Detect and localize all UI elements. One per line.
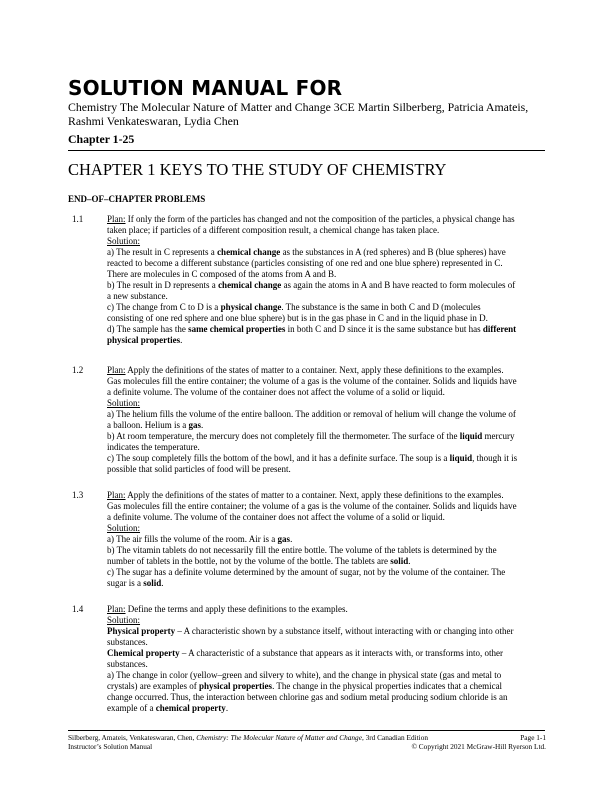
problem-line	[107, 335, 567, 346]
text-run: Define the terms and apply these definitions to the examples.	[125, 604, 348, 614]
text-run: mercury	[482, 431, 515, 441]
problem-line	[107, 604, 567, 615]
text-run: – A characteristic shown by a substance itself, without interacting with or changing into other	[175, 626, 514, 636]
problem-line	[107, 681, 567, 692]
problem-number: 1.4	[72, 604, 84, 614]
text-run: c) The soup completely fills the bottom of the bowl, and it has a definite surface. The soup is a	[107, 453, 450, 463]
problem-line	[107, 637, 567, 648]
footer-citation-edition: , 3rd Canadian Edition	[361, 733, 429, 742]
text-run: .	[408, 556, 411, 566]
footer-manual-line	[68, 742, 546, 751]
bold-term: solid	[143, 578, 162, 588]
problem-line	[107, 703, 567, 714]
problem-number: 1.1	[72, 214, 84, 224]
text-run: b) The vitamin tablets do not necessarily fill the entire bottle. The volume of the tablets is determined by the	[107, 545, 497, 555]
text-run: Gas molecules fill the entire container; the volume of a gas is the volume of the container. Solids and liquids have	[107, 501, 517, 511]
problem-line	[107, 258, 567, 269]
text-run: taken place; if particles of a different composition result, a chemical change has taken place.	[107, 225, 440, 235]
text-run: .	[290, 534, 293, 544]
problem-body	[107, 604, 567, 714]
problem-number: 1.3	[72, 490, 84, 500]
text-run: sugar is a	[107, 578, 144, 588]
text-run: possible that solid particles of food will be present.	[107, 464, 291, 474]
underlined-label: Solution:	[107, 398, 141, 408]
bold-term: chemical change	[217, 247, 281, 257]
bold-term: physical properties	[107, 335, 181, 345]
text-run: c) The sugar has a definite volume determined by the amount of sugar, not by the volume of the container. The	[107, 567, 506, 577]
bold-term: Chemical property	[107, 648, 180, 658]
text-run: crystals) are examples of	[107, 681, 199, 691]
text-run: substances.	[107, 637, 148, 647]
underlined-label: Solution:	[107, 523, 141, 533]
problem-line	[107, 453, 567, 464]
bold-term: gas	[277, 534, 291, 544]
text-run: .	[201, 420, 204, 430]
bold-term: liquid	[459, 431, 483, 441]
problem-number: 1.2	[72, 365, 84, 375]
problem-line	[107, 236, 567, 247]
bold-term: solid	[390, 556, 409, 566]
text-run: as the substances in A (red spheres) and B (blue spheres) have	[280, 247, 506, 257]
underlined-label: Plan:	[107, 604, 126, 614]
bold-term: liquid	[449, 453, 473, 463]
section-heading: END–OF–CHAPTER PROBLEMS	[68, 194, 206, 204]
text-run: There are molecules in C composed of the atoms from A and B.	[107, 269, 337, 279]
text-run: c) The change from C to D is a	[107, 302, 221, 312]
text-run: – A characteristic of a substance that appears as it interacts with, or transforms into, other	[179, 648, 503, 658]
text-run: a new substance.	[107, 291, 168, 301]
text-run: a definite volume. The volume of the container does not affect the volume of a solid or liquid.	[107, 387, 445, 397]
text-run: b) At room temperature, the mercury does not completely fill the thermometer. The surface of the	[107, 431, 460, 441]
text-run: .	[225, 703, 229, 713]
bold-term: different	[482, 324, 517, 334]
bold-term: same chemical properties	[188, 324, 286, 334]
text-run: Apply the definitions of the states of matter to a container. Next, apply these definitions to the examples.	[125, 365, 504, 375]
text-run: consisting of one red sphere and one blue sphere) but is in the gas phase in C and in the liquid phase in D.	[107, 313, 488, 323]
problem-line	[107, 302, 567, 313]
problem-line	[107, 291, 567, 302]
problem-line	[107, 398, 567, 409]
bold-term: Physical property	[107, 626, 176, 636]
text-run: a) The helium fills the volume of the entire balloon. The addition or removal of helium will change the volume of	[107, 409, 516, 419]
book-title-line-2: Rashmi Venkateswaran, Lydia Chen	[68, 114, 239, 128]
book-title-line-1: Chemistry The Molecular Nature of Matter and Change 3CE Martin Silberberg, Patricia Amateis,	[68, 100, 529, 114]
text-run: number of tablets in the bottle, not by the volume of the bottle. The tablets are	[107, 556, 391, 566]
text-run: substances.	[107, 659, 148, 669]
problem-line	[107, 626, 567, 637]
text-run: , though it is	[472, 453, 518, 463]
text-run: a) The change in color (yellow–green and silvery to white), and the change in physical state (gas and metal to	[107, 670, 502, 680]
bold-term: chemical property	[155, 703, 226, 713]
problem-line	[107, 225, 567, 236]
problem-line	[107, 534, 567, 545]
footer-citation-title: Chemistry: The Molecular Nature of Matter and Change	[196, 733, 362, 742]
problem-line	[107, 365, 567, 376]
problem-line	[107, 501, 567, 512]
text-run: d) The sample has the	[107, 324, 189, 334]
problem-line	[107, 324, 567, 335]
footer-copyright: © Copyright 2021 McGraw-Hill Ryerson Ltd.	[411, 742, 546, 751]
problem-line	[107, 247, 567, 258]
manual-title: SOLUTION MANUAL FOR	[68, 76, 343, 100]
problem-line	[107, 659, 567, 670]
problem-line	[107, 692, 567, 703]
underlined-label: Plan:	[107, 490, 126, 500]
text-run: b) The result in D represents a	[107, 280, 219, 290]
underlined-label: Solution:	[107, 615, 141, 625]
problem-line	[107, 313, 567, 324]
underlined-label: Plan:	[107, 214, 126, 224]
text-run: .	[161, 578, 164, 588]
problem-line	[107, 280, 567, 291]
problem-line	[107, 464, 567, 475]
text-run: in both C and D since it is the same substance but has	[285, 324, 483, 334]
problem-line	[107, 387, 567, 398]
header-divider	[68, 150, 545, 151]
problem-line	[107, 409, 567, 420]
problem-line	[107, 269, 567, 280]
text-run: Apply the definitions of the states of matter to a container. Next, apply these definitions to the examples.	[125, 490, 504, 500]
text-run: reacted to become a different substance (particles consisting of one red and one blue sphere) represented in C.	[107, 258, 503, 268]
footer-divider	[68, 730, 545, 731]
bold-term: gas	[188, 420, 201, 430]
chapter-range: Chapter 1-25	[68, 132, 135, 146]
underlined-label: Plan:	[107, 365, 126, 375]
problem-line	[107, 545, 567, 556]
problem-line	[107, 556, 567, 567]
text-run: . The change in the physical properties indicates that a chemical	[272, 681, 503, 691]
problem-body	[107, 214, 567, 346]
bold-term: physical properties	[198, 681, 273, 691]
footer-manual-label: Instructor’s Solution Manual	[68, 742, 153, 751]
chapter-heading: CHAPTER 1 KEYS TO THE STUDY OF CHEMISTRY	[68, 160, 447, 179]
problem-line	[107, 442, 567, 453]
text-run: change occurred. Thus, the interaction between chlorine gas and sodium metal producing sodium chloride is an	[107, 692, 508, 702]
bold-term: physical change	[220, 302, 282, 312]
bold-term: chemical change	[218, 280, 282, 290]
problem-line	[107, 376, 567, 387]
footer-citation-authors: Silberberg, Amateis, Venkateswaran, Chen,	[68, 733, 197, 742]
problem-line	[107, 420, 567, 431]
problem-line	[107, 214, 567, 225]
text-run: a) The air fills the volume of the room. Air is a	[107, 534, 278, 544]
text-run: a) The result in C represents a	[107, 247, 218, 257]
problem-body	[107, 365, 567, 475]
text-run: Gas molecules fill the entire container; the volume of a gas is the volume of the container. Solids and liquids have	[107, 376, 517, 386]
problem-line	[107, 615, 567, 626]
problem-body	[107, 490, 567, 589]
text-run: a balloon. Helium is a	[107, 420, 189, 430]
problem-line	[107, 670, 567, 681]
text-run: example of a	[107, 703, 156, 713]
text-run: a definite volume. The volume of the container does not affect the volume of a solid or liquid.	[107, 512, 445, 522]
problem-line	[107, 523, 567, 534]
text-run: .	[180, 335, 183, 345]
underlined-label: Solution:	[107, 236, 141, 246]
text-run: as again the atoms in A and B have reacted to form molecules of	[281, 280, 516, 290]
text-run: If only the form of the particles has changed and not the composition of the particles, a physical change has	[125, 214, 515, 224]
problem-line	[107, 490, 567, 501]
page-number: Page 1-1	[520, 733, 546, 742]
problem-line	[107, 648, 567, 659]
footer-citation-line	[68, 733, 546, 742]
problem-line	[107, 431, 567, 442]
text-run: indicates the temperature.	[107, 442, 200, 452]
problem-line	[107, 578, 567, 589]
text-run: . The substance is the same in both C and D (molecules	[281, 302, 481, 312]
problem-line	[107, 567, 567, 578]
problem-line	[107, 512, 567, 523]
